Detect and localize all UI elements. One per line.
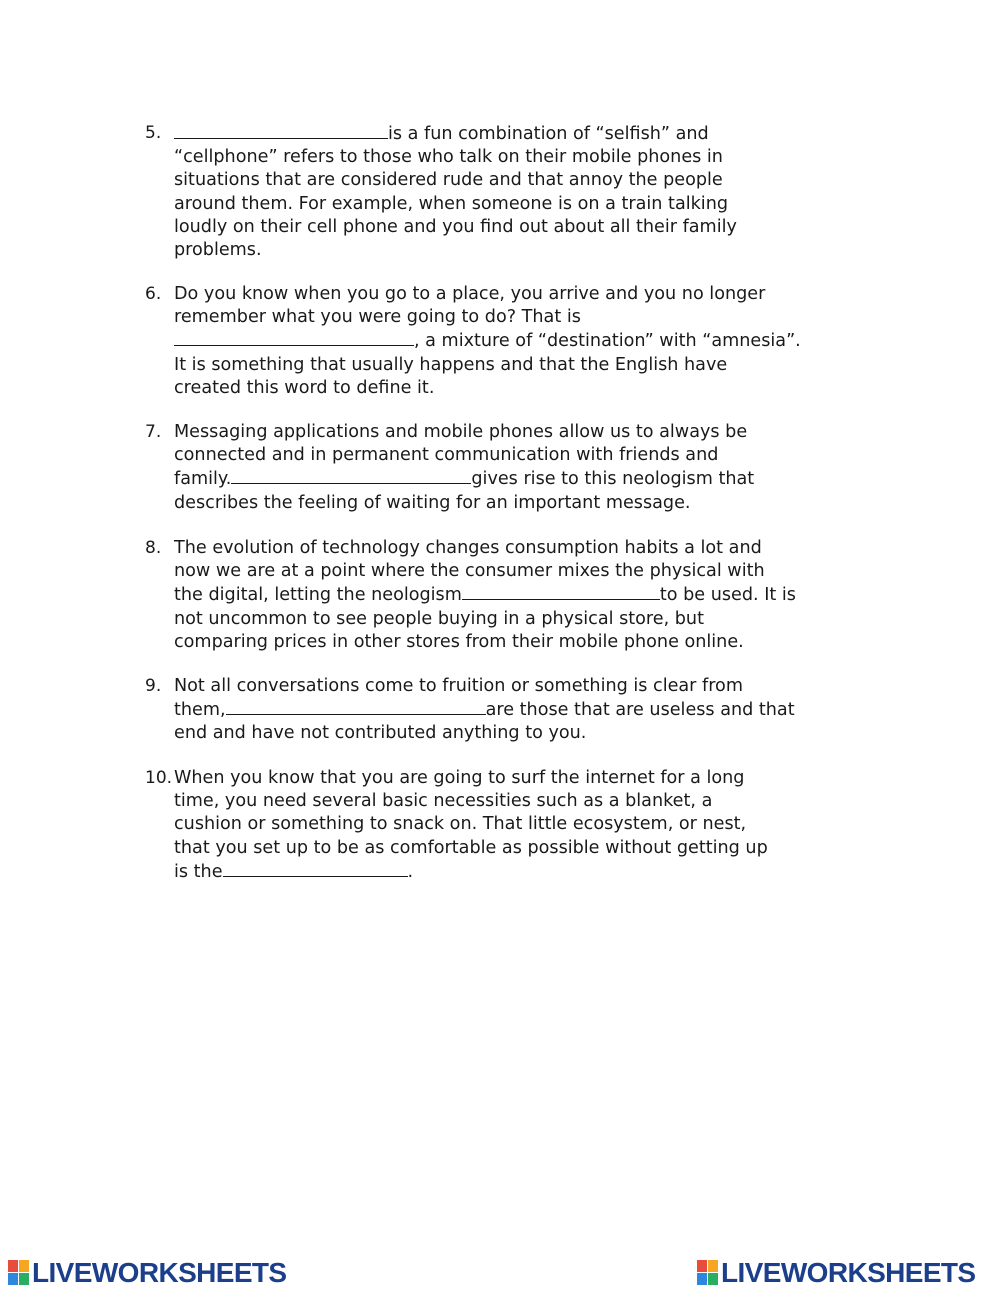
question-number: 6. [145,284,162,304]
question-line: comparing prices in other stores from their mobile phone online. [174,631,744,652]
liveworksheets-icon [697,1260,719,1286]
question-line: , a mixture of “destination” with “amnesia”. [174,329,865,353]
question-line: loudly on their cell phone and you find out about all their family [174,216,737,237]
question-line: situations that are considered rude and that annoy the people [174,170,723,191]
question-number: 8. [145,538,162,558]
question-5 [145,122,865,262]
liveworksheets-icon [8,1260,30,1286]
question-7 [145,421,865,515]
question-line: is the . [174,861,414,882]
question-line: “cellphone” refers to those who talk on their mobile phones in [174,147,723,168]
answer-blank-6[interactable] [174,329,414,346]
answer-blank-9[interactable] [226,698,486,715]
question-line: now we are at a point where the consumer mixes the physical with [174,561,765,582]
question-line: them, are those that are useless and that [174,700,795,721]
question-9 [145,675,865,746]
question-6 [145,283,865,400]
question-8 [145,537,865,654]
question-10 [145,767,865,884]
question-line: end and have not contributed anything to you. [174,723,587,744]
question-line: Not all conversations come to fruition or something is clear from [174,676,743,696]
question-line: describes the feeling of waiting for an important message. [174,492,691,513]
question-line: remember what you were going to do? That is [174,307,581,328]
liveworksheets-logo-left [8,1258,287,1288]
answer-blank-10[interactable] [223,860,408,877]
question-line: It is something that usually happens and that the English have [174,354,728,375]
question-line: When you know that you are going to surf the internet for a long [174,768,745,788]
logo-text: LIVEWORKSHEETS [32,1257,287,1288]
question-line: family. gives rise to this neologism that [174,469,755,490]
answer-blank-5[interactable] [174,122,388,139]
answer-blank-8[interactable] [462,583,660,600]
question-line: the digital, letting the neologism to be used. It is [174,585,796,606]
question-line: that you set up to be as comfortable as possible without getting up [174,837,768,858]
question-line: created this word to define it. [174,377,435,398]
question-line: is a fun combination of “selfish” and [174,122,865,146]
question-line: The evolution of technology changes consumption habits a lot and [174,538,762,558]
answer-blank-7[interactable] [231,467,471,484]
question-line: time, you need several basic necessities such as a blanket, a [174,791,713,812]
question-line: Messaging applications and mobile phones allow us to always be [174,422,748,442]
question-line: cushion or something to snack on. That little ecosystem, or nest, [174,814,747,835]
liveworksheets-logo-right [697,1258,976,1288]
question-number: 7. [145,422,162,442]
question-line: connected and in permanent communication with friends and [174,445,719,466]
question-line: not uncommon to see people buying in a physical store, but [174,608,704,629]
question-number: 9. [145,676,162,696]
question-line: around them. For example, when someone is on a train talking [174,193,729,214]
question-line: problems. [174,240,262,261]
logo-text: LIVEWORKSHEETS [721,1257,976,1288]
question-line: Do you know when you go to a place, you arrive and you no longer [174,284,766,304]
question-number: 5. [145,123,162,143]
question-number: 10. [145,768,173,788]
